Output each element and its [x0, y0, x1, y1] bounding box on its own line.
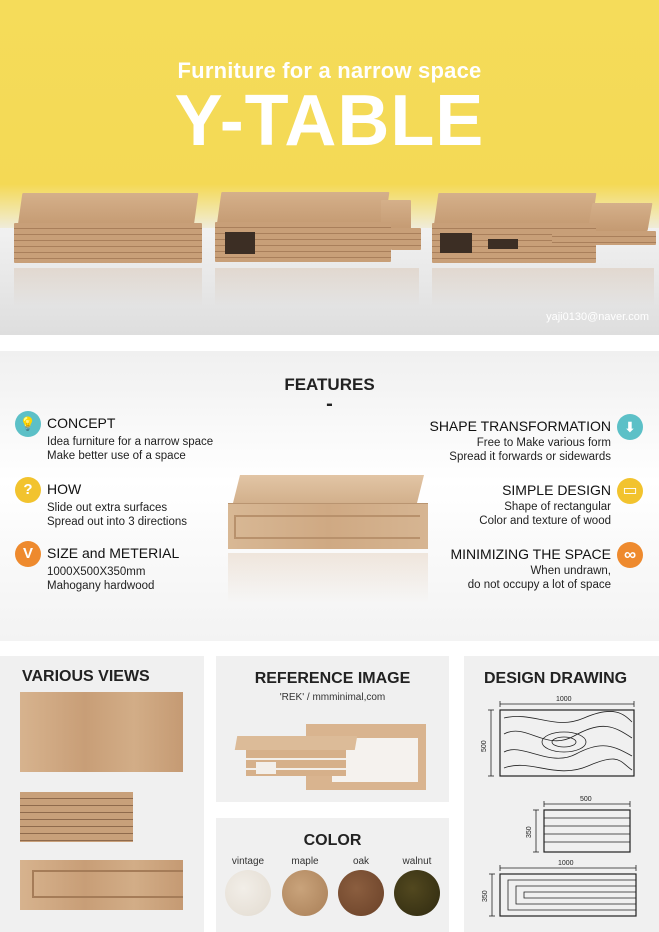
- feature-line: Color and texture of wood: [479, 515, 611, 527]
- side-view-image: [20, 792, 133, 842]
- v-letter-icon: V: [15, 541, 41, 567]
- arrow-down-icon: ⬇: [617, 414, 643, 440]
- feature-line: Mahogany hardwood: [47, 580, 155, 592]
- features-title: FEATURES: [284, 375, 375, 394]
- top-view-image: [20, 692, 183, 772]
- color-title: COLOR: [303, 832, 362, 849]
- rectangle-icon: ▭: [617, 478, 643, 504]
- dim-side-height: 350: [526, 826, 533, 838]
- dim-front-width: 1000: [558, 860, 574, 867]
- feature-title: SIMPLE DESIGN: [502, 482, 611, 498]
- feature-line: 1000X500X350mm: [47, 566, 146, 578]
- swatch-maple[interactable]: [282, 870, 328, 916]
- table-model-closed: [14, 193, 206, 265]
- table-model-half-open: [215, 192, 425, 264]
- feature-size-material: [15, 541, 255, 591]
- question-icon: ?: [15, 477, 41, 503]
- swatch-label-maple: maple: [291, 856, 319, 867]
- front-view-image: [20, 860, 183, 910]
- table-product-image: [224, 475, 434, 625]
- swatch-vintage[interactable]: [225, 870, 271, 916]
- table-model-open: [432, 193, 658, 265]
- feature-title: SHAPE TRANSFORMATION: [429, 418, 611, 434]
- feature-line: Idea furniture for a narrow space: [47, 436, 214, 448]
- feature-line: Slide out extra surfaces: [47, 502, 168, 514]
- feature-line: Make better use of a space: [47, 450, 186, 462]
- feature-shape-transformation: [383, 414, 643, 464]
- reference-image-title: REFERENCE IMAGE: [254, 670, 411, 687]
- dim-front-height: 350: [482, 890, 489, 902]
- feature-line: Spread it forwards or sidewards: [449, 451, 611, 463]
- various-views-title: VARIOUS VIEWS: [22, 668, 150, 685]
- feature-line: Spread out into 3 directions: [47, 516, 188, 528]
- feature-how: [15, 477, 255, 527]
- reference-table-image: [236, 714, 432, 794]
- feature-line: When undrawn,: [530, 565, 611, 577]
- hero-banner: [0, 0, 659, 335]
- lightbulb-icon: 💡: [15, 411, 41, 437]
- design-drawing-panel: [464, 656, 659, 932]
- feature-title: SIZE and METERIAL: [47, 545, 180, 561]
- design-drawing-title: DESIGN DRAWING: [484, 670, 628, 687]
- dim-side-width: 500: [580, 796, 592, 803]
- infinity-icon: ∞: [617, 542, 643, 568]
- swatch-label-vintage: vintage: [231, 856, 265, 867]
- swatch-label-oak: oak: [352, 856, 370, 867]
- feature-line: Shape of rectangular: [504, 501, 611, 513]
- dim-top-height: 500: [481, 740, 488, 752]
- swatch-walnut[interactable]: [394, 870, 440, 916]
- feature-concept: [15, 411, 255, 461]
- feature-line: do not occupy a lot of space: [467, 579, 611, 591]
- features-section: [0, 351, 659, 641]
- dim-top-width: 1000: [556, 696, 572, 703]
- color-panel: [216, 818, 449, 932]
- features-divider: -: [326, 393, 333, 415]
- swatch-oak[interactable]: [338, 870, 384, 916]
- feature-title: MINIMIZING THE SPACE: [450, 546, 611, 562]
- reference-image-panel: [216, 656, 449, 802]
- reference-caption: 'REK' / mmminimal,com: [279, 692, 386, 703]
- hero-title: Y-TABLE: [174, 81, 485, 161]
- contact-email: yaji0130@naver.com: [546, 311, 649, 323]
- feature-title: HOW: [47, 481, 82, 497]
- feature-title: CONCEPT: [47, 415, 116, 431]
- various-views-panel: [0, 656, 204, 932]
- swatch-label-walnut: walnut: [402, 856, 432, 867]
- hero-subtitle: Furniture for a narrow space: [177, 58, 482, 83]
- feature-line: Free to Make various form: [476, 437, 611, 449]
